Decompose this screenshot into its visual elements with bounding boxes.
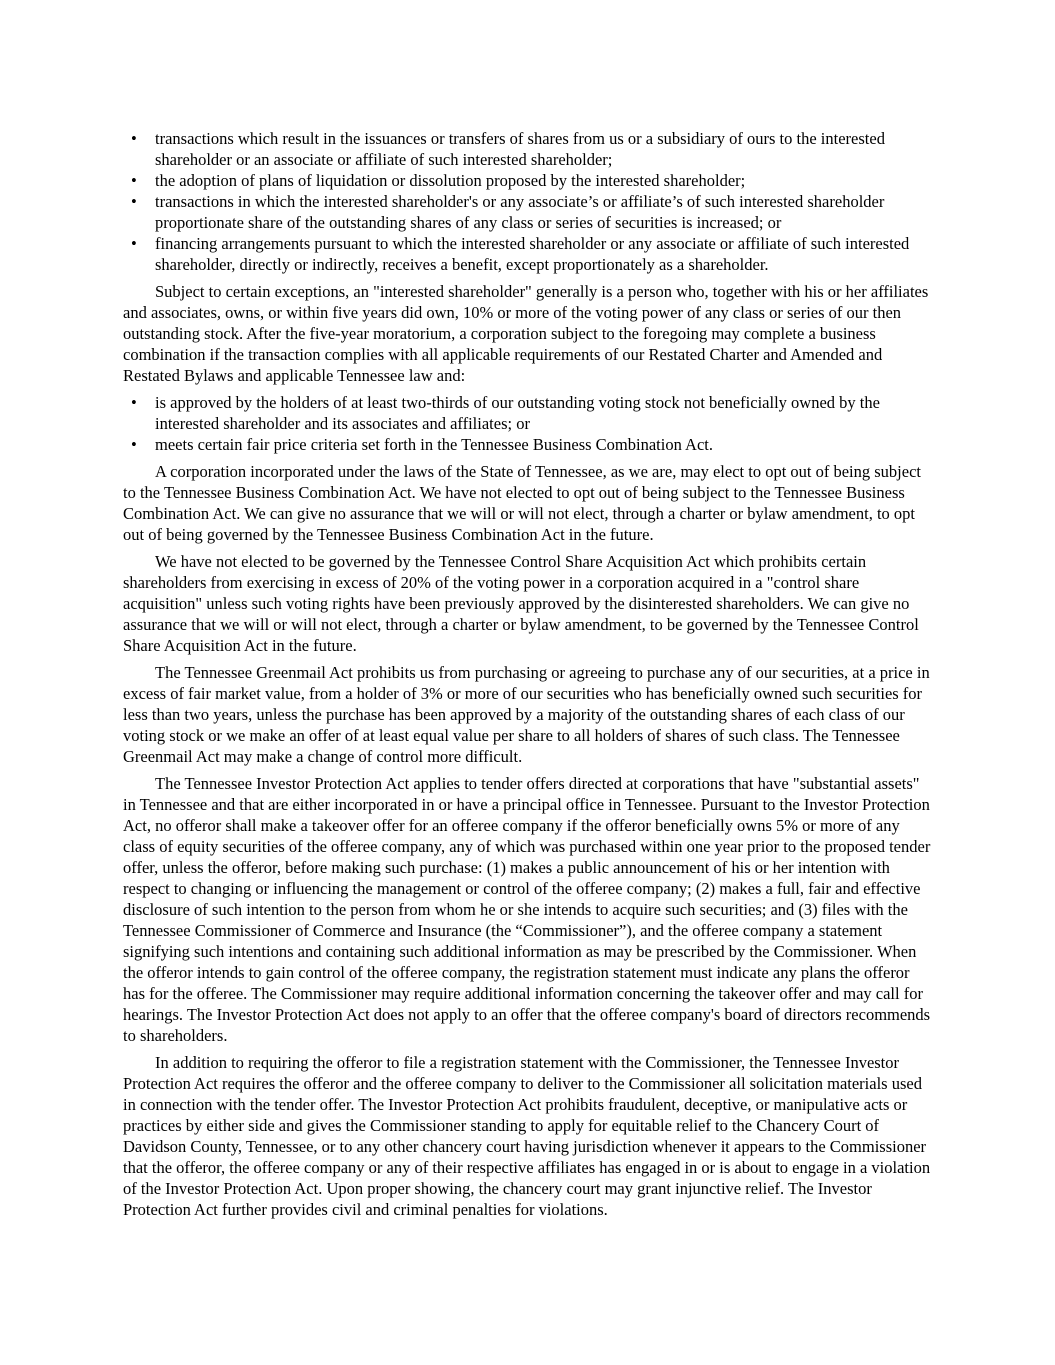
bullet-list-prohibited-transactions xyxy=(123,128,931,275)
list-item xyxy=(123,392,931,434)
list-item-text: transactions which result in the issuances or transfers of shares from us or a subsidiary of ours to the interested shareholder or an associate or affiliate of such interested shareholder; xyxy=(155,129,885,169)
list-item-text: is approved by the holders of at least two-thirds of our outstanding voting stock not beneficially owned by the interested shareholder and its associates and affiliates; or xyxy=(155,393,880,433)
paragraph-interested-shareholder-definition: Subject to certain exceptions, an "interested shareholder" generally is a person who, together with his or her affiliates and associates, owns, or within five years did own, 10% or more of the voting power of any class or series of our then outstanding stock. After the five-year moratorium, a corporation subject to the foregoing may complete a business combination if the transaction complies with all applicable requirements of our Restated Charter and Amended and Restated Bylaws and applicable Tennessee law and: xyxy=(123,282,929,385)
paragraph-control-share-acquisition-act: We have not elected to be governed by the Tennessee Control Share Acquisition Act which prohibits certain shareholders from exercising in excess of 20% of the voting power in a corporation acquired in a "control share acquisition" unless such voting rights have been previously approved by the disinterested shareholders. We can give no assurance that we will or will not elect, through a charter or bylaw amendment, to be governed by the Tennessee Control Share Acquisition Act in the future. xyxy=(123,552,919,655)
bullet-marker: • xyxy=(131,435,137,454)
bullet-marker: • xyxy=(131,192,137,211)
list-item xyxy=(123,128,931,170)
list-item-text: meets certain fair price criteria set forth in the Tennessee Business Combination Act. xyxy=(155,435,713,454)
bullet-marker: • xyxy=(131,234,137,253)
list-item xyxy=(123,233,931,275)
bullet-marker: • xyxy=(131,393,137,412)
bullet-marker: • xyxy=(131,129,137,148)
paragraph-investor-protection-act: The Tennessee Investor Protection Act applies to tender offers directed at corporations that have "substantial assets" in Tennessee and that are either incorporated in or have a principal office in Tennessee. Pursuant to the Investor Protection Act, no offeror shall make a takeover offer for an offeree company if the offeror beneficially owns 5% or more of any class of equity securities of the offeree company, any of which was purchased within one year prior to the proposed tender offer, unless the offeror, before making such purchase: (1) makes a public announcement of his or her intention with respect to changing or influencing the management or control of the offeree company; (2) makes a full, fair and effective disclosure of such intention to the person from whom he or she intends to acquire such securities; and (3) files with the Tennessee Commissioner of Commerce and Insurance (the “Commissioner”), and the offeree company a statement signifying such intentions and containing such additional information as may be prescribed by the Commissioner. When the offeror intends to gain control of the offeree company, the registration statement must indicate any plans the offeror has for the offeree. The Commissioner may require additional information concerning the takeover offer and may call for hearings. The Investor Protection Act does not apply to an offer that the offeree company's board of directors recommends to shareholders. xyxy=(123,774,931,1045)
list-item xyxy=(123,434,931,455)
list-item-text: the adoption of plans of liquidation or dissolution proposed by the interested shareholder; xyxy=(155,171,746,190)
paragraph-opt-out-election: A corporation incorporated under the laws of the State of Tennessee, as we are, may elect to opt out of being subject to the Tennessee Business Combination Act. We have not elected to opt out of being subject to the Tennessee Business Combination Act. We can give no assurance that we will or will not elect, through a charter or bylaw amendment, to opt out of being governed by the Tennessee Business Combination Act in the future. xyxy=(123,462,922,544)
bullet-marker: • xyxy=(131,171,137,190)
paragraph-investor-protection-filings: In addition to requiring the offeror to file a registration statement with the Commissioner, the Tennessee Investor Protection Act requires the offeror and the offeree company to deliver to the Commissioner all solicitation materials used in connection with the tender offer. The Investor Protection Act prohibits fraudulent, deceptive, or manipulative acts or practices by either side and gives the Commissioner standing to apply for equitable relief to the Chancery Court of Davidson County, Tennessee, or to any other chancery court having jurisdiction whenever it appears to the Commissioner that the offeror, the offeree company or any of their respective affiliates has engaged in or is about to engage in a violation of the Investor Protection Act. Upon proper showing, the chancery court may grant injunctive relief. The Investor Protection Act further provides civil and criminal penalties for violations. xyxy=(123,1053,931,1219)
list-item-text: transactions in which the interested shareholder's or any associate’s or affiliate’s of such interested shareholder proportionate share of the outstanding shares of any class or series of securities is increased; or xyxy=(155,192,885,232)
list-item xyxy=(123,170,931,191)
paragraph-greenmail-act: The Tennessee Greenmail Act prohibits us from purchasing or agreeing to purchase any of our securities, at a price in excess of fair market value, from a holder of 3% or more of our securities who has beneficially owned such securities for less than two years, unless the purchase has been approved by a majority of the outstanding shares of each class of our voting stock or we make an offer of at least equal value per share to all holders of shares of such class. The Tennessee Greenmail Act may make a change of control more difficult. xyxy=(123,663,930,766)
bullet-list-combination-requirements xyxy=(123,392,931,455)
list-item-text: financing arrangements pursuant to which the interested shareholder or any associate or affiliate of such interested shareholder, directly or indirectly, receives a benefit, except proportionately as a shareholder. xyxy=(155,234,910,274)
list-item xyxy=(123,191,931,233)
